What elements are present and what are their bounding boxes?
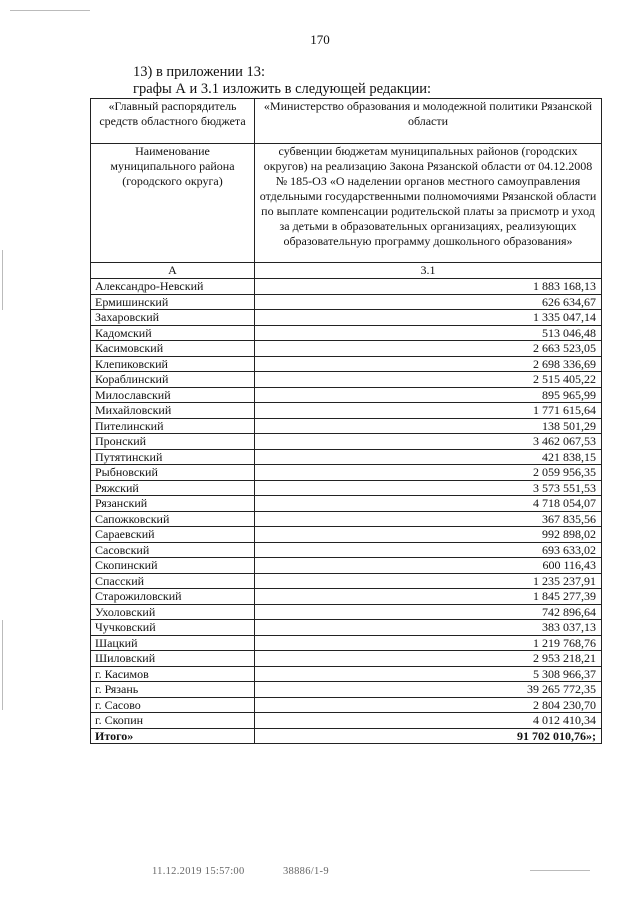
subvention-amount: 3 462 067,53 [255, 434, 602, 450]
district-name: Чучковский [91, 620, 255, 636]
subvention-amount: 895 965,99 [255, 387, 602, 403]
district-name: Сараевский [91, 527, 255, 543]
district-name: г. Касимов [91, 666, 255, 682]
scan-speck [2, 250, 3, 310]
table-row [91, 682, 602, 698]
total-label: Итого» [91, 728, 255, 744]
header-row-administrator [91, 99, 602, 144]
table-row [91, 434, 602, 450]
subvention-amount: 1 883 168,13 [255, 279, 602, 295]
district-name: г. Сасово [91, 697, 255, 713]
scan-speck [10, 10, 90, 11]
district-name: Кораблинский [91, 372, 255, 388]
subvention-amount: 2 663 523,05 [255, 341, 602, 357]
subvention-amount: 2 059 956,35 [255, 465, 602, 481]
subvention-amount: 1 845 277,39 [255, 589, 602, 605]
subvention-amount: 1 219 768,76 [255, 635, 602, 651]
district-name: Ухоловский [91, 604, 255, 620]
table-row [91, 480, 602, 496]
total-row [91, 728, 602, 744]
subvention-amount: 1 335 047,14 [255, 310, 602, 326]
table-row [91, 403, 602, 419]
table-row [91, 372, 602, 388]
subvention-amount: 4 012 410,34 [255, 713, 602, 729]
table-row [91, 449, 602, 465]
subvention-amount: 5 308 966,37 [255, 666, 602, 682]
table-row [91, 620, 602, 636]
district-name: Захаровский [91, 310, 255, 326]
budget-table [90, 98, 602, 744]
intro-line-2: графы А и 3.1 изложить в следующей редакции: [133, 81, 432, 97]
subvention-amount: 2 515 405,22 [255, 372, 602, 388]
subvention-amount: 513 046,48 [255, 325, 602, 341]
district-name: Шацкий [91, 635, 255, 651]
table-row [91, 635, 602, 651]
subvention-amount: 1 771 615,64 [255, 403, 602, 419]
table-row [91, 713, 602, 729]
total-amount: 91 702 010,76»; [255, 728, 602, 744]
header-subvention-description: субвенции бюджетам муниципальных районов (городских округов) на реализацию Закона Рязанской области от 04.12.2008 № 185-ОЗ «О наделении органов местного самоуправления отдельными государственными полномочиями Рязанской области по выплате компенсации родительской платы за присмотр и уход за детьми в образовательных организациях, реализующих образовательную программу дошкольного образования» [255, 144, 602, 263]
subvention-amount: 626 634,67 [255, 294, 602, 310]
district-name: Спасский [91, 573, 255, 589]
table-row [91, 589, 602, 605]
table-row [91, 310, 602, 326]
subvention-amount: 383 037,13 [255, 620, 602, 636]
header-ministry-name: «Министерство образования и молодежной политики Рязанской области [255, 99, 602, 144]
district-name: Касимовский [91, 341, 255, 357]
subvention-amount: 2 804 230,70 [255, 697, 602, 713]
subvention-amount: 600 116,43 [255, 558, 602, 574]
district-name: Ряжский [91, 480, 255, 496]
district-name: Рыбновский [91, 465, 255, 481]
district-name: г. Скопин [91, 713, 255, 729]
scan-speck [2, 620, 3, 710]
district-name: Шиловский [91, 651, 255, 667]
district-name: Клепиковский [91, 356, 255, 372]
table-row [91, 604, 602, 620]
table-row [91, 294, 602, 310]
subvention-amount: 39 265 772,35 [255, 682, 602, 698]
table-row [91, 341, 602, 357]
district-name: Сапожковский [91, 511, 255, 527]
table-row [91, 356, 602, 372]
subvention-amount: 421 838,15 [255, 449, 602, 465]
district-name: Кадомский [91, 325, 255, 341]
column-code-3-1: 3.1 [255, 263, 602, 279]
district-name: Пронский [91, 434, 255, 450]
subvention-amount: 2 698 336,69 [255, 356, 602, 372]
footer-document-number: 38886/1-9 [283, 866, 329, 877]
district-name: Старожиловский [91, 589, 255, 605]
district-name: Милославский [91, 387, 255, 403]
table-row [91, 558, 602, 574]
header-row-description [91, 144, 602, 263]
subvention-amount: 1 235 237,91 [255, 573, 602, 589]
district-name: Пителинский [91, 418, 255, 434]
footer-date: 11.12.2019 15:57:00 [152, 866, 245, 877]
subvention-amount: 4 718 054,07 [255, 496, 602, 512]
table-row [91, 325, 602, 341]
table-row [91, 527, 602, 543]
subvention-amount: 367 835,56 [255, 511, 602, 527]
district-name: Рязанский [91, 496, 255, 512]
header-district-label: Наименование муниципального района (городского округа) [91, 144, 255, 263]
table-row [91, 697, 602, 713]
table-row [91, 573, 602, 589]
table-row [91, 511, 602, 527]
table-row [91, 496, 602, 512]
district-name: Сасовский [91, 542, 255, 558]
subvention-amount: 2 953 218,21 [255, 651, 602, 667]
intro-line-1: 13) в приложении 13: [133, 64, 266, 80]
district-name: Скопинский [91, 558, 255, 574]
table-row [91, 279, 602, 295]
table-row [91, 666, 602, 682]
column-code-a: А [91, 263, 255, 279]
table-row [91, 465, 602, 481]
subvention-amount: 138 501,29 [255, 418, 602, 434]
district-name: Александро-Невский [91, 279, 255, 295]
table-row [91, 387, 602, 403]
table-row [91, 542, 602, 558]
subvention-amount: 693 633,02 [255, 542, 602, 558]
subvention-amount: 992 898,02 [255, 527, 602, 543]
table-row [91, 418, 602, 434]
header-administrator-label: «Главный распорядитель средств областного бюджета [91, 99, 255, 144]
column-codes-row [91, 263, 602, 279]
subvention-amount: 742 896,64 [255, 604, 602, 620]
subvention-amount: 3 573 551,53 [255, 480, 602, 496]
district-name: Ермишинский [91, 294, 255, 310]
table-row [91, 651, 602, 667]
page-number: 170 [310, 32, 330, 47]
district-name: Путятинский [91, 449, 255, 465]
district-name: г. Рязань [91, 682, 255, 698]
district-name: Михайловский [91, 403, 255, 419]
scan-speck [530, 870, 590, 871]
